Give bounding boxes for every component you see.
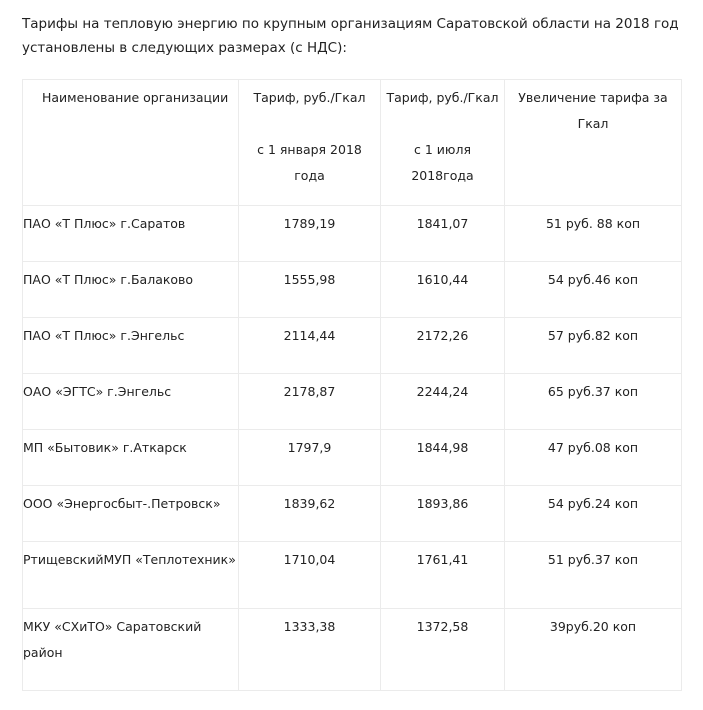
tariff-increase-value: 54 руб.46 коп: [505, 262, 682, 318]
header-tariff-january-line1: Тариф, руб./Гкал: [253, 90, 366, 105]
table-row: [23, 374, 682, 430]
table-row: [23, 542, 682, 609]
table-row: [23, 609, 682, 691]
header-tariff-increase-line1: Увеличение тарифа за: [518, 90, 668, 105]
tariff-january-value: 2114,44: [239, 318, 381, 374]
tariff-increase-value: 57 руб.82 коп: [505, 318, 682, 374]
tariff-january-value: 1710,04: [239, 542, 381, 609]
organization-name: МКУ «СХиТО» Саратовский район: [23, 609, 239, 691]
table-row: [23, 262, 682, 318]
header-tariff-july-line2: с 1 июля: [414, 142, 471, 157]
organization-name: МП «Бытовик» г.Аткарск: [23, 430, 239, 486]
header-organization: [23, 80, 239, 206]
organization-name: ООО «Энергосбыт-.Петровск»: [23, 486, 239, 542]
intro-line-2: установлены в следующих размерах (с НДС):: [22, 40, 347, 56]
organization-name: ПАО «Т Плюс» г.Саратов: [23, 206, 239, 262]
header-organization-label: Наименование организации: [42, 90, 229, 105]
header-tariff-january: [239, 80, 381, 206]
tariff-july-value: 1372,58: [381, 609, 505, 691]
tariff-increase-value: 39руб.20 коп: [505, 609, 682, 691]
tariff-january-value: 1555,98: [239, 262, 381, 318]
tariff-july-value: 1893,86: [381, 486, 505, 542]
header-tariff-increase: [505, 80, 682, 206]
tariff-july-value: 1844,98: [381, 430, 505, 486]
header-tariff-july: [381, 80, 505, 206]
tariff-increase-value: 51 руб. 88 коп: [505, 206, 682, 262]
tariff-increase-value: 65 руб.37 коп: [505, 374, 682, 430]
intro-line-1: Тарифы на тепловую энергию по крупным организациям Саратовской области на 2018 год: [22, 16, 679, 32]
table-header-row: [23, 80, 682, 206]
tariff-july-value: 1761,41: [381, 542, 505, 609]
organization-name: ПАО «Т Плюс» г.Балаково: [23, 262, 239, 318]
tariff-increase-value: 51 руб.37 коп: [505, 542, 682, 609]
tariff-increase-value: 54 руб.24 коп: [505, 486, 682, 542]
table-row: [23, 206, 682, 262]
organization-name: ОАО «ЭГТС» г.Энгельс: [23, 374, 239, 430]
tariff-january-value: 1797,9: [239, 430, 381, 486]
table-row: [23, 486, 682, 542]
tariff-increase-value: 47 руб.08 коп: [505, 430, 682, 486]
tariff-table: [22, 79, 682, 691]
tariff-january-value: 1333,38: [239, 609, 381, 691]
header-tariff-increase-line2: Гкал: [577, 116, 609, 131]
tariff-july-value: 1841,07: [381, 206, 505, 262]
header-tariff-january-line3: года: [294, 168, 325, 183]
tariff-january-value: 1839,62: [239, 486, 381, 542]
header-tariff-july-line3: 2018года: [411, 168, 474, 183]
tariff-july-value: 1610,44: [381, 262, 505, 318]
header-tariff-july-line1: Тариф, руб./Гкал: [386, 90, 499, 105]
tariff-july-value: 2244,24: [381, 374, 505, 430]
organization-name: РтищевскийМУП «Теплотехник»: [23, 542, 239, 609]
intro-paragraph: [22, 12, 682, 60]
organization-name: ПАО «Т Плюс» г.Энгельс: [23, 318, 239, 374]
table-row: [23, 430, 682, 486]
header-tariff-january-line2: с 1 января 2018: [257, 142, 362, 157]
table-row: [23, 318, 682, 374]
tariff-january-value: 2178,87: [239, 374, 381, 430]
tariff-july-value: 2172,26: [381, 318, 505, 374]
tariff-january-value: 1789,19: [239, 206, 381, 262]
